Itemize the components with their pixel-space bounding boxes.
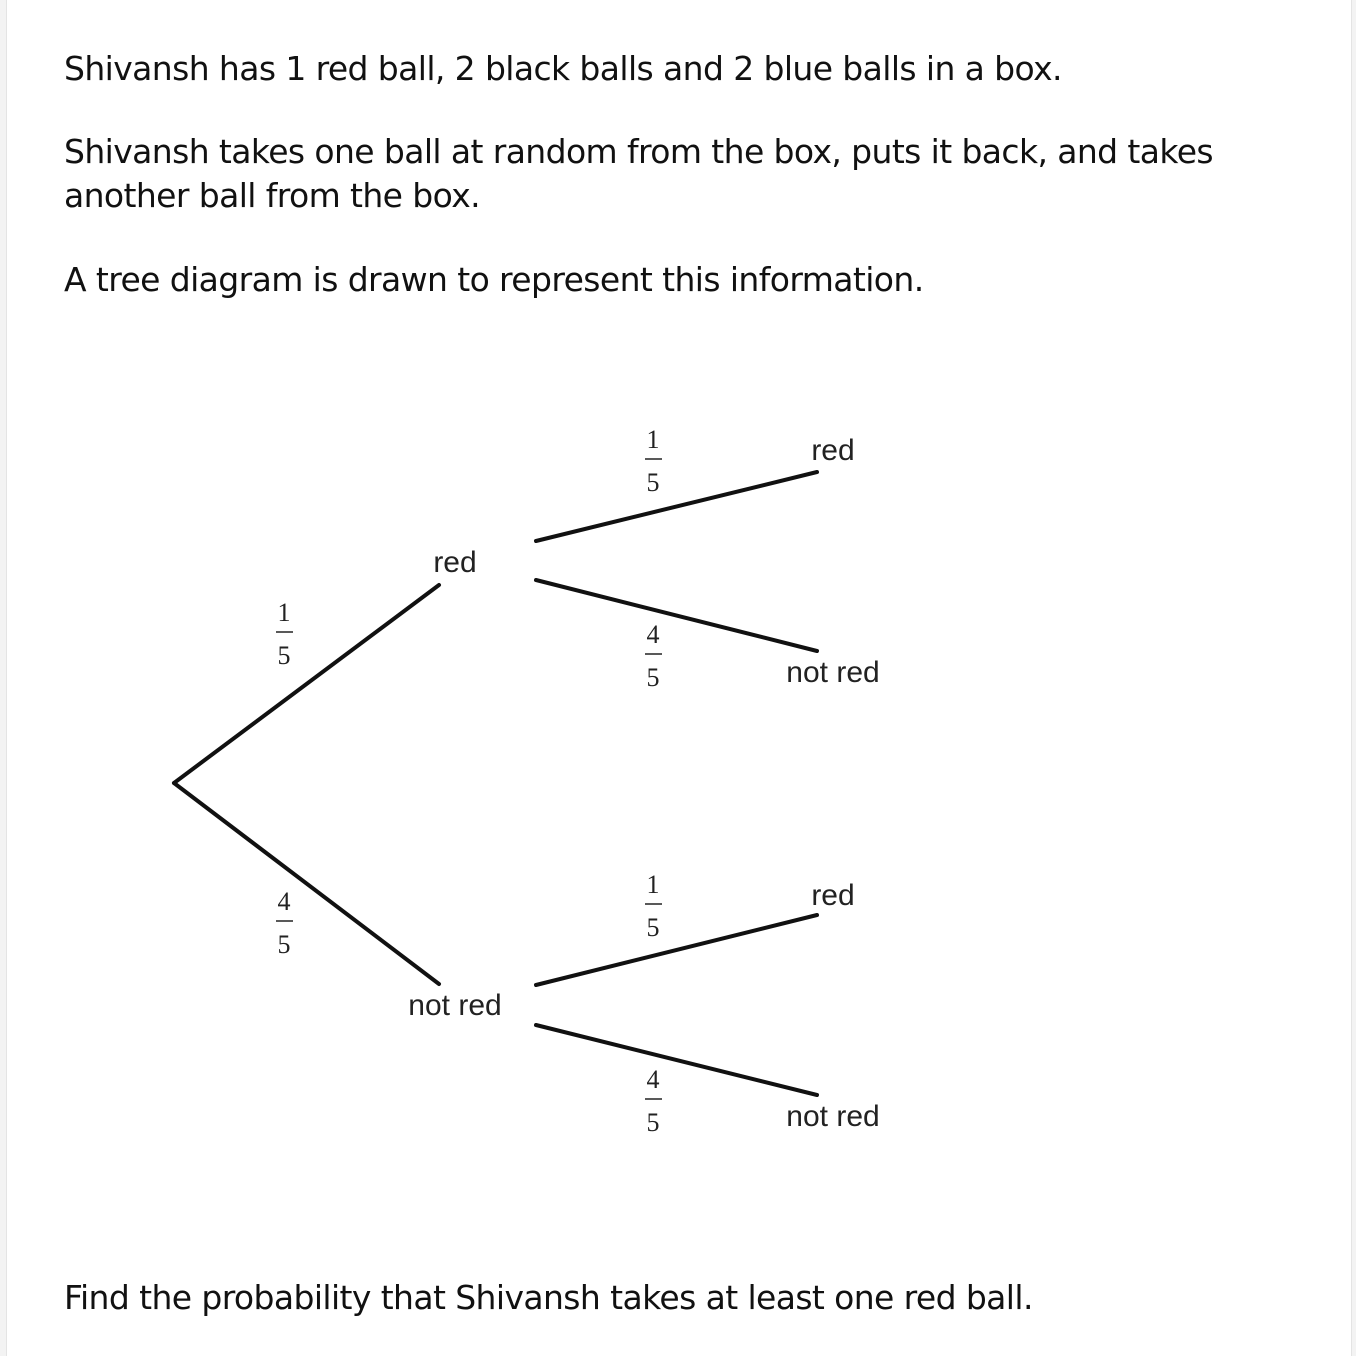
prob-red-not-red — [645, 620, 662, 692]
prob-numerator: 1 — [646, 425, 660, 454]
outcome-first-red: red — [433, 546, 477, 579]
branch-not-red-not-red — [536, 1025, 817, 1095]
prob-first-red — [276, 598, 293, 670]
branch-red-red — [536, 472, 817, 541]
question-diagram-note: A tree diagram is drawn to represent this information. — [64, 260, 924, 299]
prob-denominator: 5 — [646, 1108, 660, 1137]
branch-first-not-red — [174, 783, 439, 984]
branch-not-red-red — [536, 915, 817, 985]
branch-first-red — [174, 585, 439, 783]
prob-numerator: 4 — [646, 1065, 660, 1094]
outcome-red-not-red: not red — [786, 656, 880, 689]
question-task: Find the probability that Shivansh takes at least one red ball. — [64, 1278, 1033, 1317]
prob-numerator: 1 — [646, 870, 660, 899]
prob-numerator: 4 — [277, 887, 291, 916]
prob-numerator: 4 — [646, 620, 660, 649]
prob-not-red-red — [645, 870, 662, 942]
branch-red-not-red — [536, 580, 817, 651]
prob-red-red — [645, 425, 662, 497]
prob-first-not-red — [276, 887, 293, 959]
outcome-not-red-not-red: not red — [786, 1100, 880, 1133]
prob-denominator: 5 — [277, 641, 291, 670]
outcome-red-red: red — [811, 434, 855, 467]
prob-denominator: 5 — [646, 913, 660, 942]
question-intro: Shivansh has 1 red ball, 2 black balls and 2 blue balls in a box. — [64, 49, 1062, 88]
question-process: Shivansh takes one ball at random from the box, puts it back, and takes another ball from the box. — [64, 132, 1214, 215]
outcome-first-not-red: not red — [408, 989, 502, 1022]
prob-numerator: 1 — [277, 598, 291, 627]
prob-denominator: 5 — [646, 468, 660, 497]
prob-denominator: 5 — [277, 930, 291, 959]
outcome-not-red-red: red — [811, 879, 855, 912]
prob-not-red-not-red — [645, 1065, 662, 1137]
prob-denominator: 5 — [646, 663, 660, 692]
